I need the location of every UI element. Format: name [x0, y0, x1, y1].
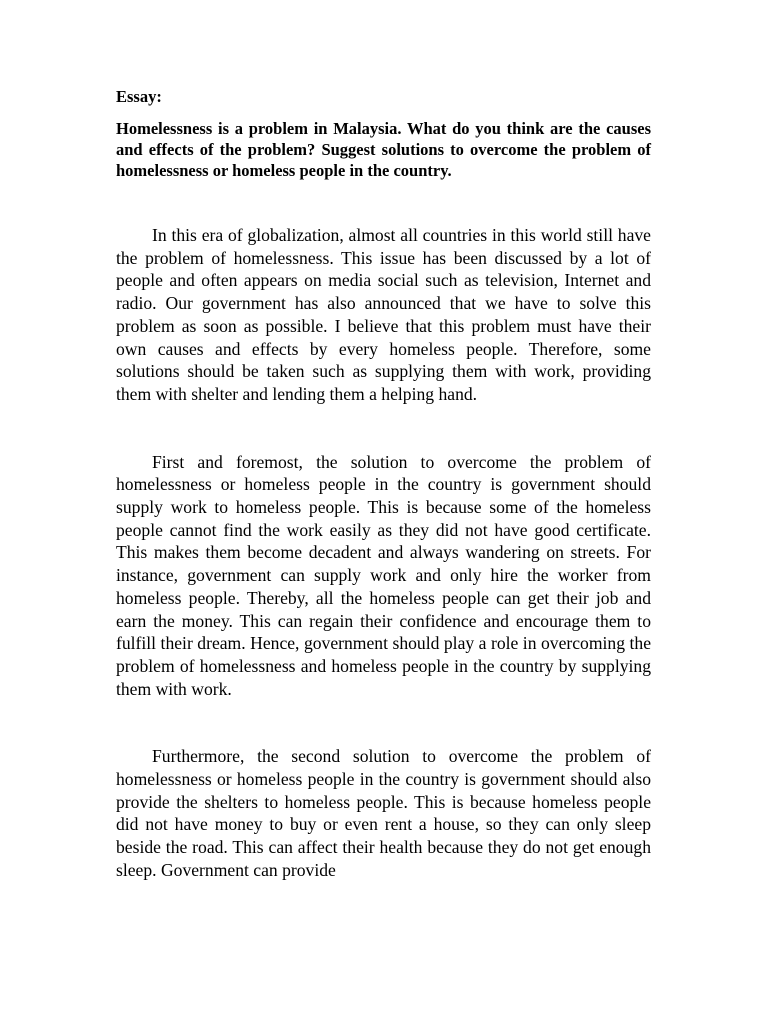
paragraph-first-solution: First and foremost, the solution to overcome the problem of homelessness or homeless people in the country is government should supply work to homeless people. This is because some of the homeless people cannot find the work easily as they did not have good certificate. This makes them become decadent and always wandering on streets. For instance, government can supply work and only hire the worker from homeless people. Thereby, all the homeless people can get their job and earn the money. This can regain their confidence and encourage them to fulfill their dream. Hence, government should play a role in overcoming the problem of homelessness and homeless people in the country by supplying them with work. — [116, 451, 651, 699]
paragraph-introduction: In this era of globalization, almost all countries in this world still have the problem of homelessness. This issue has been discussed by a lot of people and often appears on media social such as television, Internet and radio. Our government has also announced that we have to solve this problem as soon as possible. I believe that this problem must have their own causes and effects by every homeless people. Therefore, some solutions should be taken such as supplying them with work, providing them with shelter and lending them a helping hand. — [116, 225, 651, 404]
essay-question: Homelessness is a problem in Malaysia. What do you think are the causes and effects of the problem? Suggest solutions to overcome the problem of homelessness or homeless people in the country. — [116, 119, 651, 180]
essay-label: Essay: — [116, 87, 162, 106]
paragraph-second-solution: Furthermore, the second solution to overcome the problem of homelessness or homeless people in the country is government should also provide the shelters to homeless people. This is because homeless people did not have money to buy or even rent a house, so they can only sleep beside the road. This can affect their health because they do not get enough sleep. Government can provide — [116, 746, 651, 880]
document-page — [116, 86, 651, 882]
